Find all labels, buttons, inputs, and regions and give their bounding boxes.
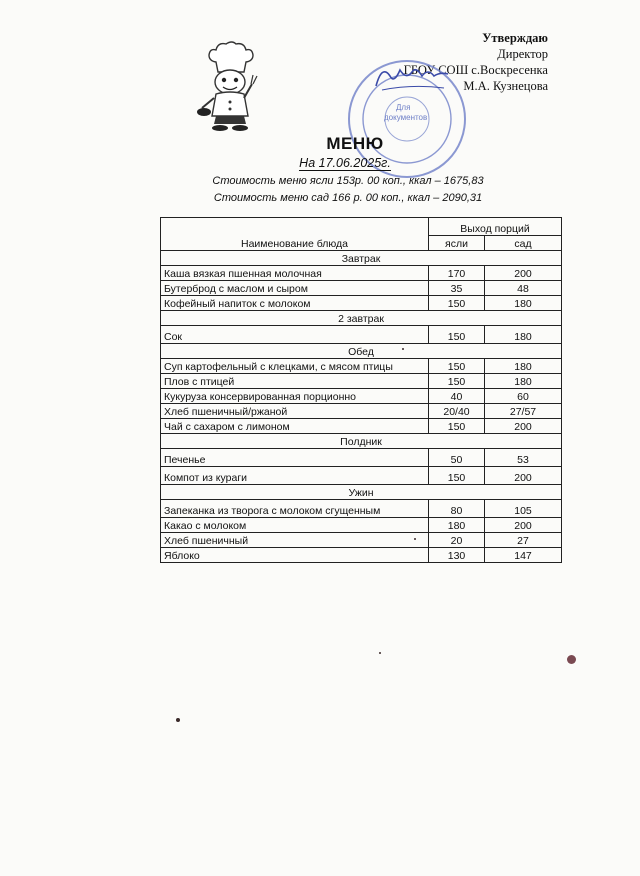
dish-name: Сок	[161, 326, 429, 344]
nursery-portion: 50	[429, 449, 485, 467]
table-row	[161, 500, 562, 518]
dish-name: Плов с птицей	[161, 374, 429, 389]
table-row	[161, 389, 562, 404]
menu-table	[160, 217, 562, 563]
section-lunch: Обед	[161, 344, 562, 359]
approval-position: Директор	[497, 47, 548, 61]
table-row	[161, 281, 562, 296]
kindergarten-portion: 200	[485, 518, 562, 533]
header-nursery: ясли	[429, 236, 485, 251]
stamp-text-2: документов	[384, 113, 428, 122]
dish-name: Чай с сахаром с лимоном	[161, 419, 429, 434]
nursery-portion: 150	[429, 359, 485, 374]
dish-name: Компот из кураги	[161, 467, 429, 485]
nursery-portion: 170	[429, 266, 485, 281]
table-row	[161, 419, 562, 434]
header-output: Выход порций	[429, 218, 562, 236]
kindergarten-portion: 27	[485, 533, 562, 548]
table-row	[161, 449, 562, 467]
cost-nursery: Стоимость меню ясли 153р. 00 коп., ккал – 1675,83	[212, 175, 484, 187]
section-afternoon-snack: Полдник	[161, 434, 562, 449]
dish-name: Запеканка из творога с молоком сгущенным	[161, 500, 429, 518]
approval-heading: Утверждаю	[482, 31, 548, 45]
nursery-portion: 150	[429, 419, 485, 434]
cost-kindergarten: Стоимость меню сад 166 р. 00 коп., ккал – 2090,31	[213, 192, 483, 204]
table-row	[161, 548, 562, 563]
dish-name: Кукуруза консервированная порционно	[161, 389, 429, 404]
nursery-portion: 180	[429, 518, 485, 533]
menu-date	[0, 156, 640, 170]
nursery-portion: 35	[429, 281, 485, 296]
dish-name: Хлеб пшеничный/ржаной	[161, 404, 429, 419]
table-row	[161, 374, 562, 389]
nursery-portion: 150	[429, 467, 485, 485]
header-dish-name: Наименование блюда	[161, 218, 429, 251]
header-kindergarten: сад	[485, 236, 562, 251]
scan-speck	[379, 652, 381, 654]
kindergarten-portion: 147	[485, 548, 562, 563]
table-row	[161, 467, 562, 485]
kindergarten-portion: 60	[485, 389, 562, 404]
menu-date-text: На 17.06.2025г.	[299, 156, 391, 170]
nursery-portion: 130	[429, 548, 485, 563]
nursery-portion: 150	[429, 326, 485, 344]
nursery-portion: 150	[429, 374, 485, 389]
kindergarten-portion: 180	[485, 374, 562, 389]
section-dinner: Ужин	[161, 485, 562, 500]
table-row	[161, 296, 562, 311]
dish-name: Какао с молоком	[161, 518, 429, 533]
page-title: МЕНЮ	[326, 134, 384, 153]
signature	[372, 60, 452, 96]
table-row	[161, 518, 562, 533]
dish-name: Суп картофельный с клецками, с мясом птицы	[161, 359, 429, 374]
kindergarten-portion: 200	[485, 419, 562, 434]
approval-signer: М.А. Кузнецова	[463, 79, 548, 93]
nursery-portion: 20	[429, 533, 485, 548]
section-second-breakfast: 2 завтрак	[161, 311, 562, 326]
kindergarten-portion: 48	[485, 281, 562, 296]
dish-name: Бутерброд с маслом и сыром	[161, 281, 429, 296]
scan-speck	[402, 348, 404, 350]
dish-name: Печенье	[161, 449, 429, 467]
stamp-text-1: Для	[396, 103, 411, 112]
kindergarten-portion: 180	[485, 359, 562, 374]
kindergarten-portion: 105	[485, 500, 562, 518]
kindergarten-portion: 53	[485, 449, 562, 467]
nursery-portion: 20/40	[429, 404, 485, 419]
dish-name: Каша вязкая пшенная молочная	[161, 266, 429, 281]
kindergarten-portion: 200	[485, 266, 562, 281]
table-row	[161, 266, 562, 281]
approval-organization: ГБОУ СОШ с.Воскресенка	[403, 63, 548, 77]
dish-name: Кофейный напиток с молоком	[161, 296, 429, 311]
scan-speck	[176, 718, 180, 722]
dish-name: Яблоко	[161, 548, 429, 563]
table-row	[161, 326, 562, 344]
table-row	[161, 533, 562, 548]
nursery-portion: 40	[429, 389, 485, 404]
kindergarten-portion: 180	[485, 326, 562, 344]
dish-name: Хлеб пшеничный	[161, 533, 429, 548]
nursery-portion: 150	[429, 296, 485, 311]
table-row	[161, 359, 562, 374]
nursery-portion: 80	[429, 500, 485, 518]
scan-speck	[414, 538, 416, 540]
kindergarten-portion: 27/57	[485, 404, 562, 419]
section-breakfast: Завтрак	[161, 251, 562, 266]
chef-illustration	[196, 40, 276, 132]
kindergarten-portion: 200	[485, 467, 562, 485]
scan-speck	[567, 655, 576, 664]
kindergarten-portion: 180	[485, 296, 562, 311]
table-row	[161, 404, 562, 419]
